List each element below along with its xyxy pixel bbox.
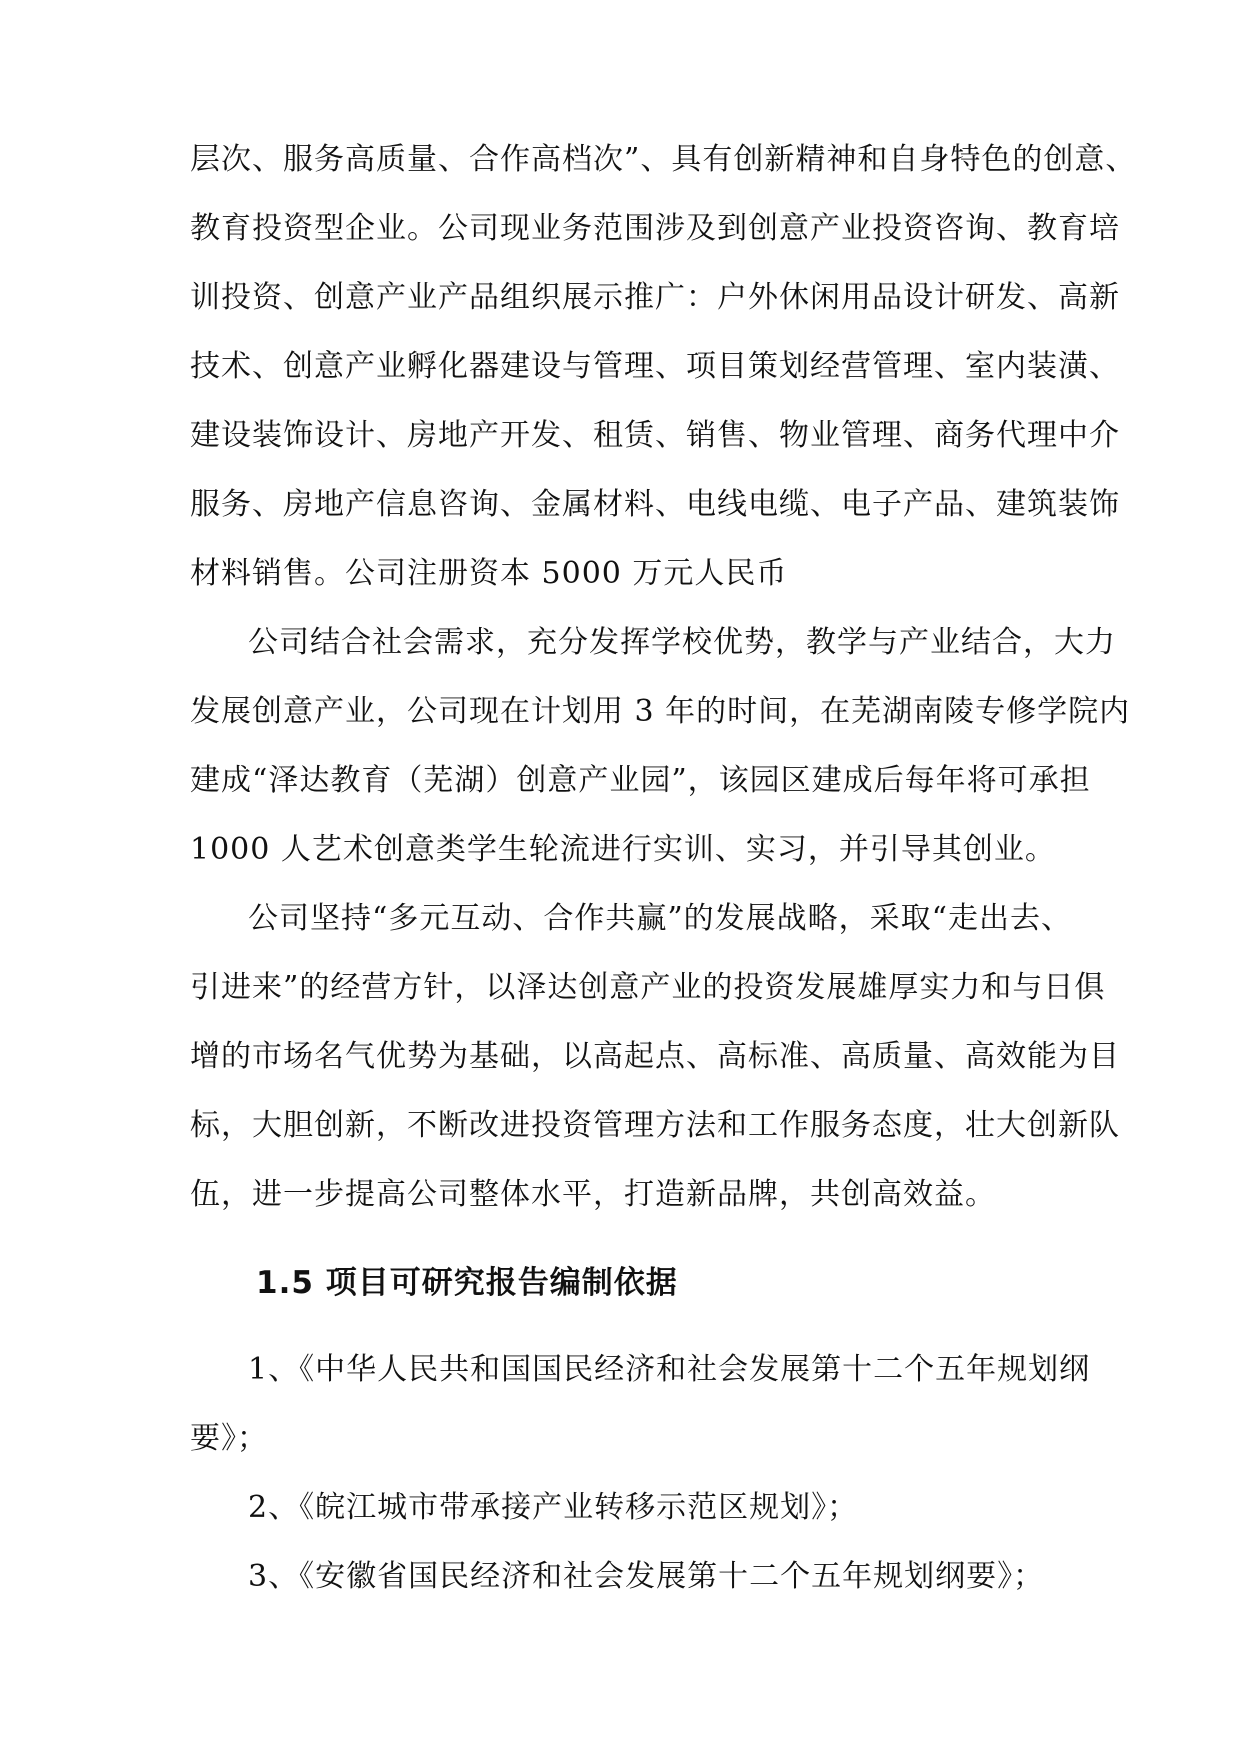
section-heading: 1.5 项目可研究报告编制依据 (256, 1265, 678, 1301)
text-line: 服务、房地产信息咨询、金属材料、电线电缆、电子产品、建筑装饰 (190, 487, 1120, 522)
text-line: 教育投资型企业。公司现业务范围涉及到创意产业投资咨询、教育培 (190, 211, 1120, 246)
text-line: 标，大胆创新，不断改进投资管理方法和工作服务态度，壮大创新队 (190, 1108, 1120, 1143)
text-line: 发展创意产业，公司现在计划用 3 年的时间，在芜湖南陵专修学院内 (190, 694, 1131, 729)
text-line: 技术、创意产业孵化器建设与管理、项目策划经营管理、室内装潢、 (190, 349, 1120, 384)
list-item: 1、《中华人民共和国国民经济和社会发展第十二个五年规划纲 (248, 1352, 1091, 1387)
list-item-continuation: 要》； (190, 1421, 268, 1456)
text-line: 建成“泽达教育（芜湖）创意产业园”，该园区建成后每年将可承担 (190, 763, 1091, 798)
text-line: 伍，进一步提高公司整体水平，打造新品牌，共创高效益。 (190, 1177, 996, 1212)
text-line: 公司结合社会需求，充分发挥学校优势，教学与产业结合，大力 (248, 625, 1116, 660)
text-line: 训投资、创意产业产品组织展示推广：户外休闲用品设计研发、高新 (190, 280, 1120, 315)
text-line: 公司坚持“多元互动、合作共赢”的发展战略，采取“走出去、 (248, 901, 1073, 936)
text-line: 层次、服务高质量、合作高档次”、具有创新精神和自身特色的创意、 (190, 142, 1137, 177)
list-item: 2、《皖江城市带承接产业转移示范区规划》； (248, 1490, 859, 1525)
text-line: 1000 人艺术创意类学生轮流进行实训、实习，并引导其创业。 (190, 832, 1056, 867)
list-item: 3、《安徽省国民经济和社会发展第十二个五年规划纲要》； (248, 1559, 1045, 1594)
text-line: 建设装饰设计、房地产开发、租赁、销售、物业管理、商务代理中介 (190, 418, 1120, 453)
text-line: 增的市场名气优势为基础，以高起点、高标准、高质量、高效能为目 (190, 1039, 1120, 1074)
text-line: 材料销售。公司注册资本 5000 万元人民币 (190, 556, 788, 591)
text-line: 引进来”的经营方针，以泽达创意产业的投资发展雄厚实力和与日俱 (190, 970, 1106, 1005)
